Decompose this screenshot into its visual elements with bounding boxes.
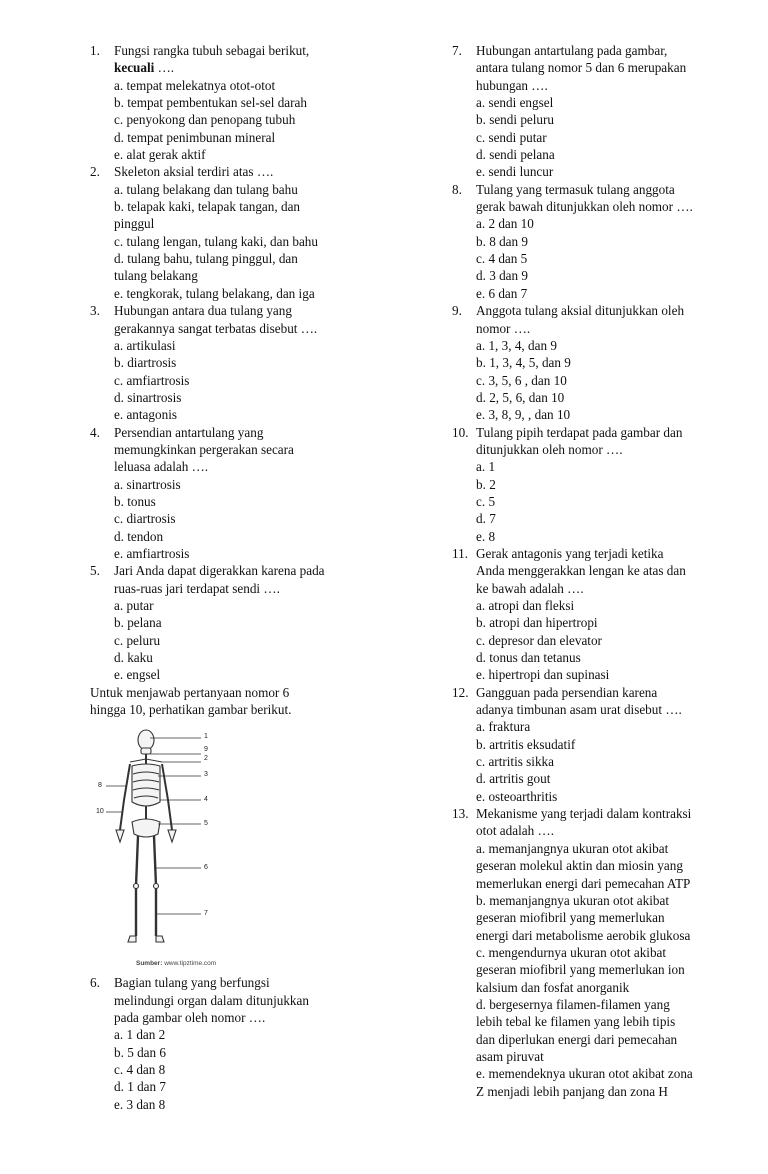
answer-option: b. pelana xyxy=(114,615,162,631)
answer-option: a. 1 xyxy=(476,459,496,475)
right-column xyxy=(452,42,742,1100)
question-text: hubungan …. xyxy=(476,77,548,93)
question-text: memungkinkan pergerakan secara xyxy=(114,441,294,457)
answer-option: e. 3 dan 8 xyxy=(114,1096,166,1112)
answer-option: b. 1, 3, 4, 5, dan 9 xyxy=(476,355,571,371)
question-number: 10. xyxy=(452,424,469,440)
answer-option: c. tulang lengan, tulang kaki, dan bahu xyxy=(114,233,318,249)
question-text: pada gambar oleh nomor …. xyxy=(114,1010,266,1026)
figure-intro xyxy=(90,684,380,719)
answer-option: e. hipertropi dan supinasi xyxy=(476,667,610,683)
answer-option: b. tempat pembentukan sel-sel darah xyxy=(114,95,307,111)
figure-label-5: 5 xyxy=(204,820,208,828)
answer-option: a. artikulasi xyxy=(114,337,176,353)
answer-option: dan diperlukan energi dari pemecahan xyxy=(476,1031,678,1047)
figure-label-7: 7 xyxy=(204,910,208,918)
answer-option: a. 1 dan 2 xyxy=(114,1027,166,1043)
answer-option: e. osteoarthritis xyxy=(476,788,558,804)
question-13 xyxy=(452,805,742,1100)
answer-option: d. artritis gout xyxy=(476,771,551,787)
answer-option: d. tonus dan tetanus xyxy=(476,650,581,666)
question-text: gerak bawah ditunjukkan oleh nomor …. xyxy=(476,199,693,215)
question-text: Mekanisme yang terjadi dalam kontraksi xyxy=(476,806,692,822)
question-number: 4. xyxy=(90,424,100,440)
question-2 xyxy=(90,163,380,302)
answer-option: b. 2 xyxy=(476,476,496,492)
question-text xyxy=(114,59,380,76)
question-text: Hubungan antara dua tulang yang xyxy=(114,303,292,319)
answer-option: a. 1, 3, 4, dan 9 xyxy=(476,337,557,353)
question-number: 8. xyxy=(452,181,462,197)
answer-option: e. 6 dan 7 xyxy=(476,285,528,301)
answer-option: c. penyokong dan penopang tubuh xyxy=(114,112,296,128)
question-text-suffix: …. xyxy=(154,60,175,76)
question-10 xyxy=(452,424,742,545)
answer-option: d. 7 xyxy=(476,511,496,527)
question-text: Persendian antartulang yang xyxy=(114,424,264,440)
answer-option: e. 3, 8, 9, , dan 10 xyxy=(476,407,571,423)
answer-option: b. sendi peluru xyxy=(476,112,555,128)
question-12 xyxy=(452,684,742,805)
question-number: 5. xyxy=(90,563,100,579)
question-text: nomor …. xyxy=(476,320,531,336)
question-text: Hubungan antartulang pada gambar, xyxy=(476,43,668,58)
question-text: otot adalah …. xyxy=(476,823,555,839)
answer-option: a. memanjangnya ukuran otot akibat xyxy=(476,840,669,856)
question-number: 9. xyxy=(452,303,462,319)
answer-option: e. tengkorak, tulang belakang, dan iga xyxy=(114,285,315,301)
answer-option: d. sendi pelana xyxy=(476,147,555,163)
answer-option: d. bergesernya filamen-filamen yang xyxy=(476,996,670,1012)
question-number: 12. xyxy=(452,684,469,700)
answer-option: e. memendeknya ukuran otot akibat zona xyxy=(476,1066,693,1082)
answer-option: b. 8 dan 9 xyxy=(476,233,529,249)
figure-label-3: 3 xyxy=(204,771,208,779)
question-text: Anda menggerakkan lengan ke atas dan xyxy=(476,563,686,579)
answer-option: a. 2 dan 10 xyxy=(476,216,534,232)
figure-label-1: 1 xyxy=(204,733,208,741)
answer-option: c. mengendurnya ukuran otot akibat xyxy=(476,944,667,960)
answer-option: c. 4 dan 5 xyxy=(476,251,528,267)
answer-option: a. tulang belakang dan tulang bahu xyxy=(114,181,298,197)
figure-label-9: 9 xyxy=(204,746,208,754)
answer-option: Z menjadi lebih panjang dan zona H xyxy=(476,1083,668,1099)
answer-option: kalsium dan fosfat anorganik xyxy=(476,979,630,995)
answer-option: e. 8 xyxy=(476,528,496,544)
question-number: 6. xyxy=(90,975,100,991)
answer-option: geseran molekul aktin dan miosin yang xyxy=(476,858,683,874)
figure-caption xyxy=(136,955,216,972)
question-text: Jari Anda dapat digerakkan karena pada xyxy=(114,563,325,579)
question-text: adanya timbunan asam urat disebut …. xyxy=(476,702,682,718)
answer-option: d. sinartrosis xyxy=(114,389,182,405)
skeleton-figure xyxy=(96,726,296,966)
emphasis-keyword: kecuali xyxy=(114,60,155,76)
answer-option: geseran miofibril yang memerlukan xyxy=(476,910,665,926)
question-text: Skeleton aksial terdiri atas …. xyxy=(114,164,274,180)
answer-option: c. 5 xyxy=(476,493,496,509)
answer-option: geseran miofibril yang memerlukan ion xyxy=(476,962,685,978)
question-text: leluasa adalah …. xyxy=(114,459,209,475)
question-number: 13. xyxy=(452,806,469,822)
answer-option: c. artritis sikka xyxy=(476,754,555,770)
answer-option: tulang belakang xyxy=(114,268,198,284)
answer-option: b. tonus xyxy=(114,493,156,509)
answer-option: c. amfiartrosis xyxy=(114,372,190,388)
question-text: Bagian tulang yang berfungsi xyxy=(114,975,270,991)
answer-option: b. diartrosis xyxy=(114,355,177,371)
answer-option: a. putar xyxy=(114,598,154,613)
answer-option: c. 4 dan 8 xyxy=(114,1062,166,1078)
answer-option: d. 3 dan 9 xyxy=(476,268,529,284)
answer-option: d. tendon xyxy=(114,528,164,544)
answer-option: e. antagonis xyxy=(114,407,177,423)
answer-option: d. kaku xyxy=(114,650,153,666)
answer-option: asam piruvat xyxy=(476,1048,544,1064)
figure-label-6: 6 xyxy=(204,864,208,872)
figure-label-8: 8 xyxy=(98,782,102,790)
answer-option: e. amfiartrosis xyxy=(114,545,190,561)
caption-source: www.tipztime.com xyxy=(164,960,217,968)
answer-option: d. tempat penimbunan mineral xyxy=(114,129,276,145)
question-text: Gangguan pada persendian karena xyxy=(476,684,658,700)
question-text: antara tulang nomor 5 dan 6 merupakan xyxy=(476,60,687,76)
intro-line: Untuk menjawab pertanyaan nomor 6 xyxy=(90,684,290,700)
skeleton-illustration xyxy=(96,726,296,966)
caption-label: Sumber: xyxy=(136,960,163,968)
question-number: 7. xyxy=(452,43,462,58)
question-5 xyxy=(90,562,380,683)
question-text: melindungi organ dalam ditunjukkan xyxy=(114,992,309,1008)
question-text: Gerak antagonis yang terjadi ketika xyxy=(476,545,664,561)
figure-label-4: 4 xyxy=(204,796,208,804)
answer-option: b. artritis eksudatif xyxy=(476,736,576,752)
question-7 xyxy=(452,42,742,181)
answer-option: a. tempat melekatnya otot-otot xyxy=(114,77,276,93)
answer-option: a. atropi dan fleksi xyxy=(476,598,575,613)
answer-option: e. engsel xyxy=(114,667,161,683)
answer-option: d. 2, 5, 6, dan 10 xyxy=(476,389,565,405)
intro-line: hingga 10, perhatikan gambar berikut. xyxy=(90,702,292,718)
question-number: 1. xyxy=(90,43,100,58)
answer-option: e. sendi luncur xyxy=(476,164,554,180)
answer-option: memerlukan energi dari pemecahan ATP xyxy=(476,875,691,891)
answer-option: d. 1 dan 7 xyxy=(114,1079,167,1095)
question-number: 11. xyxy=(452,545,468,561)
answer-option: b. memanjangnya ukuran otot akibat xyxy=(476,892,669,908)
figure-label-10: 10 xyxy=(96,808,104,816)
answer-option: c. sendi putar xyxy=(476,129,547,145)
answer-option: b. atropi dan hipertropi xyxy=(476,615,598,631)
answer-option: c. 3, 5, 6 , dan 10 xyxy=(476,372,567,388)
question-text: gerakannya sangat terbatas disebut …. xyxy=(114,320,318,336)
question-number: 3. xyxy=(90,303,100,319)
question-text: Fungsi rangka tubuh sebagai berikut, xyxy=(114,43,310,58)
question-3 xyxy=(90,302,380,423)
answer-option: e. alat gerak aktif xyxy=(114,147,206,163)
question-text: ke bawah adalah …. xyxy=(476,580,584,596)
question-4 xyxy=(90,424,380,563)
question-text: Anggota tulang aksial ditunjukkan oleh xyxy=(476,303,685,319)
question-8 xyxy=(452,181,742,302)
left-column xyxy=(90,42,380,1113)
question-number: 2. xyxy=(90,164,100,180)
answer-option: d. tulang bahu, tulang pinggul, dan xyxy=(114,251,298,267)
answer-option: a. fraktura xyxy=(476,719,531,735)
question-9 xyxy=(452,302,742,423)
answer-option: b. 5 dan 6 xyxy=(114,1044,167,1060)
question-text: Tulang yang termasuk tulang anggota xyxy=(476,181,675,197)
question-text: ruas-ruas jari terdapat sendi …. xyxy=(114,580,280,596)
answer-option: a. sinartrosis xyxy=(114,476,181,492)
question-1 xyxy=(90,42,380,163)
question-11 xyxy=(452,545,742,684)
question-text: ditunjukkan oleh nomor …. xyxy=(476,441,623,457)
answer-option: b. telapak kaki, telapak tangan, dan xyxy=(114,199,301,215)
question-text: Tulang pipih terdapat pada gambar dan xyxy=(476,424,683,440)
answer-option: c. peluru xyxy=(114,632,161,648)
figure-label-2: 2 xyxy=(204,755,208,763)
answer-option: c. diartrosis xyxy=(114,511,176,527)
question-6 xyxy=(90,974,380,1113)
answer-option: pinggul xyxy=(114,216,155,232)
answer-option: c. depresor dan elevator xyxy=(476,632,602,648)
answer-option: energi dari metabolisme aerobik glukosa xyxy=(476,927,691,943)
answer-option: a. sendi engsel xyxy=(476,95,554,111)
answer-option: lebih tebal ke filamen yang lebih tipis xyxy=(476,1014,676,1030)
